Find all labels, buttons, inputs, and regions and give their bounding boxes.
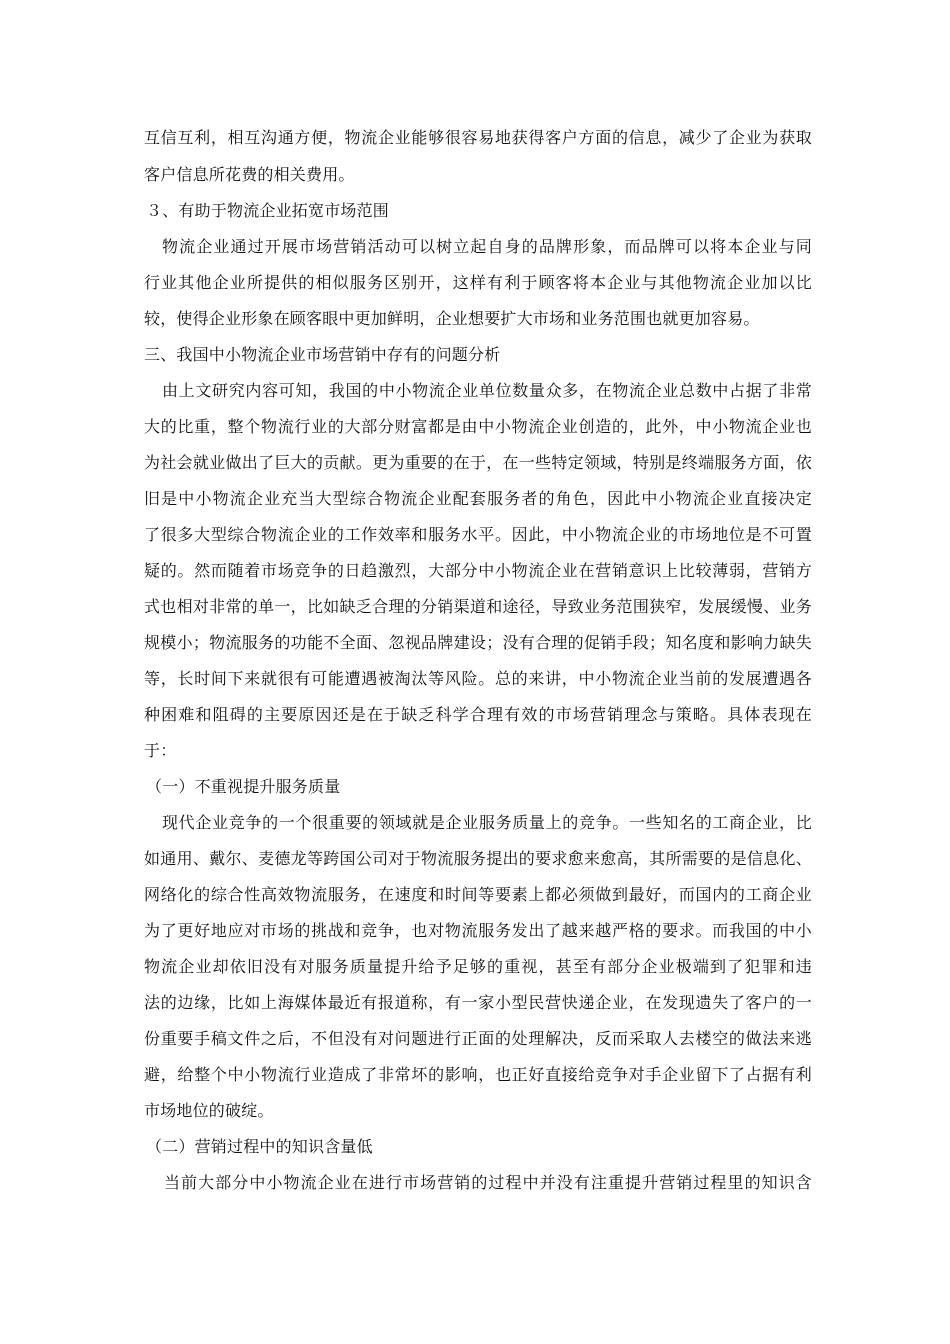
paragraph-line: 如通用、戴尔、麦德龙等跨国公司对于物流服务提出的要求愈来愈高，其所需要的是信息化、: [144, 849, 812, 868]
paragraph-line: 行业其他企业所提供的相似服务区别开，这样有利于顾客将本企业与其他物流企业加以比: [144, 273, 812, 292]
paragraph-line: 旧是中小物流企业充当大型综合物流企业配套服务者的角色，因此中小物流企业直接决定: [144, 489, 812, 508]
paragraph-line: 较，使得企业形象在顾客眼中更加鲜明，企业想要扩大市场和业务范围也就更加容易。: [144, 309, 760, 328]
paragraph-line: 市场地位的破绽。: [144, 1101, 274, 1120]
paragraph-line: 互信互利，相互沟通方便，物流企业能够很容易地获得客户方面的信息，减少了企业为获取: [144, 128, 812, 147]
paragraph-line: 大的比重，整个物流行业的大部分财富都是由中小物流企业创造的，此外，中小物流企业也: [144, 417, 812, 436]
paragraph-line: 网络化的综合性高效物流服务，在速度和时间等要素上都必须做到最好，而国内的工商企业: [144, 885, 812, 904]
paragraph-line: 为了更好地应对市场的挑战和竞争，也对物流服务发出了越来越严格的要求。而我国的中小: [144, 921, 812, 940]
paragraph-line: 式也相对非常的单一，比如缺乏合理的分销渠道和途径，导致业务范围狭窄，发展缓慢、业务: [144, 597, 812, 616]
subheading: （一）不重视提升服务质量: [146, 777, 341, 796]
paragraph-line: 客户信息所花费的相关费用。: [144, 165, 355, 184]
paragraph-line: 种困难和阻碍的主要原因还是在于缺乏科学合理有效的市场营销理念与策略。具体表现在: [144, 705, 812, 724]
paragraph-line: 为社会就业做出了巨大的贡献。更为重要的在于，在一些特定领域，特别是终端服务方面，依: [144, 453, 812, 472]
paragraph-line: 物流企业通过开展市场营销活动可以树立起自身的品牌形象，而品牌可以将本企业与同: [162, 237, 812, 256]
paragraph-line: 等，长时间下来就很有可能遭遇被淘汰等风险。总的来讲，中小物流企业当前的发展遭遇各: [144, 669, 812, 688]
paragraph-line: 由上文研究内容可知，我国的中小物流企业单位数量众多，在物流企业总数中占据了非常: [162, 381, 812, 400]
paragraph-line: 规模小；物流服务的功能不全面、忽视品牌建设；没有合理的促销手段；知名度和影响力缺失: [144, 633, 812, 652]
paragraph-line: 现代企业竞争的一个很重要的领域就是企业服务质量上的竞争。一些知名的工商企业，比: [162, 813, 812, 832]
subheading: （二）营销过程中的知识含量低: [146, 1137, 373, 1156]
paragraph-line: 份重要手稿文件之后，不但没有对问题进行正面的处理解决，反而采取人去楼空的做法来逃: [144, 1029, 812, 1048]
paragraph-line: 了很多大型综合物流企业的工作效率和服务水平。因此，中小物流企业的市场地位是不可置: [144, 525, 812, 544]
subsection-heading: ３、有助于物流企业拓宽市场范围: [146, 201, 390, 220]
paragraph-line: 物流企业却依旧没有对服务质量提升给予足够的重视，甚至有部分企业极端到了犯罪和违: [144, 957, 812, 976]
paragraph-line: 当前大部分中小物流企业在进行市场营销的过程中并没有注重提升营销过程里的知识含: [164, 1173, 812, 1192]
paragraph-line: 避，给整个中小物流行业造成了非常坏的影响，也正好直接给竞争对手企业留下了占据有利: [144, 1065, 812, 1084]
paragraph-line: 于：: [144, 741, 177, 760]
paragraph-line: 法的边缘，比如上海媒体最近有报道称，有一家小型民营快递企业，在发现遗失了客户的一: [144, 993, 812, 1012]
section-heading: 三、我国中小物流企业市场营销中存有的问题分析: [144, 345, 501, 364]
paragraph-line: 疑的。然而随着市场竞争的日趋激烈，大部分中小物流企业在营销意识上比较薄弱，营销方: [144, 561, 812, 580]
